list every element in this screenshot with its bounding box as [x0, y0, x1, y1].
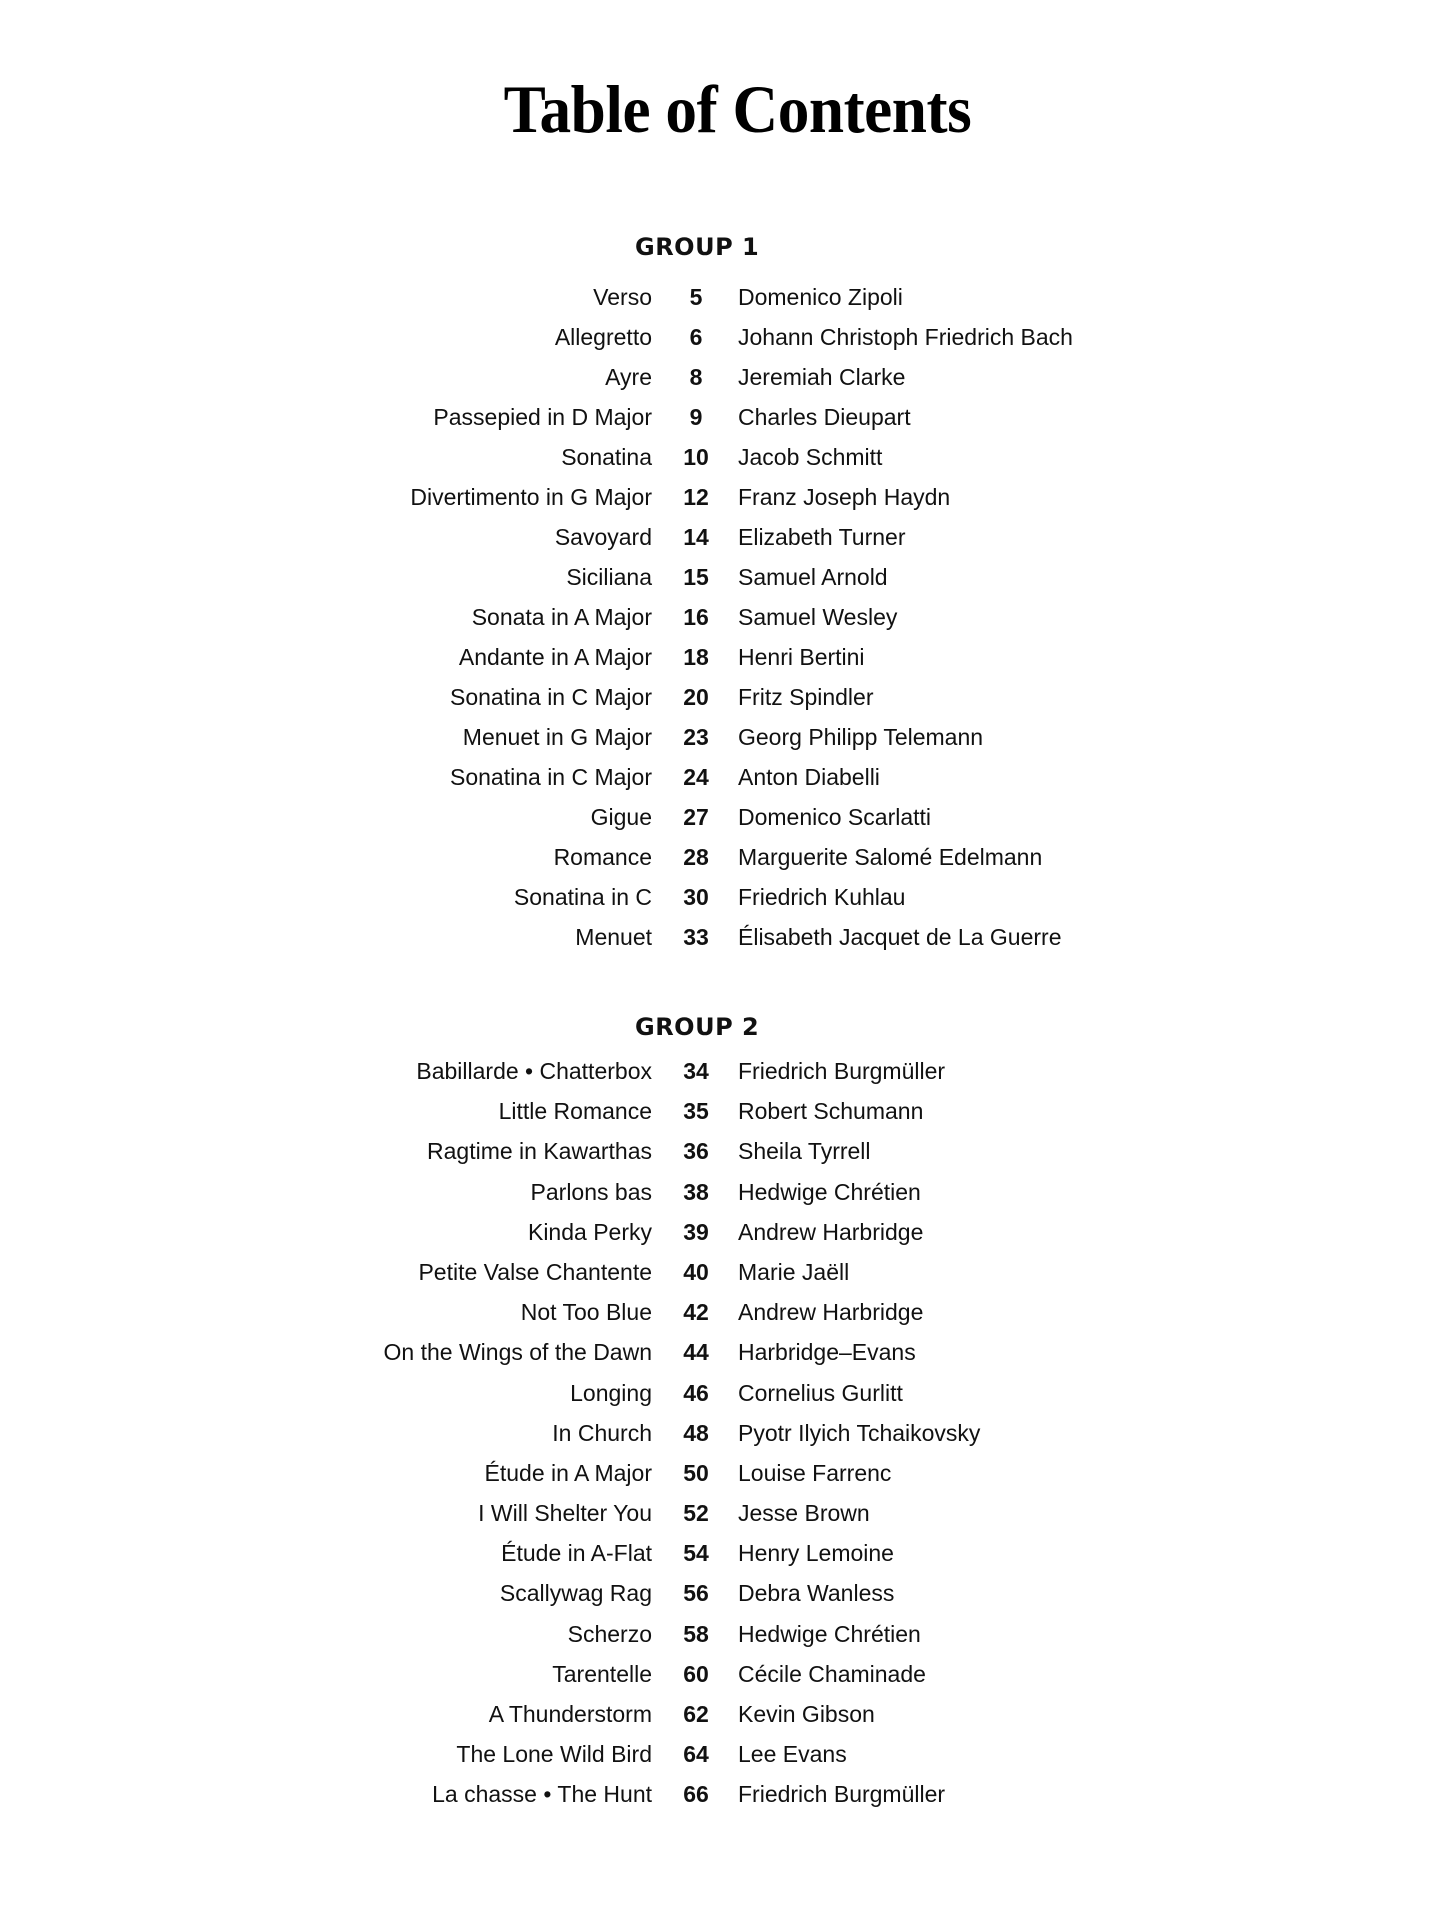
toc-entry[interactable] [0, 1453, 1445, 1493]
toc-entry[interactable] [0, 1734, 1445, 1774]
group-heading: GROUP 1 [635, 233, 760, 261]
piece-title: In Church [552, 1419, 652, 1446]
piece-title: Babillarde • Chatterbox [416, 1058, 652, 1084]
toc-entry[interactable] [0, 717, 1445, 757]
group-heading: GROUP 2 [635, 1013, 760, 1041]
toc-entry[interactable] [0, 1292, 1445, 1332]
composer-name: Fritz Spindler [738, 684, 874, 710]
composer-name: Marguerite Salomé Edelmann [738, 844, 1043, 870]
composer-name: Jacob Schmitt [738, 444, 883, 470]
toc-entry[interactable] [0, 1694, 1445, 1734]
toc-entry[interactable] [0, 1172, 1445, 1212]
piece-title: Sonatina in C Major [450, 684, 652, 710]
toc-entry[interactable] [0, 1654, 1445, 1694]
composer-name: Franz Joseph Haydn [738, 484, 951, 510]
composer-name: Friedrich Burgmüller [738, 1058, 946, 1084]
piece-title: Andante in A Major [458, 644, 652, 670]
page-number: 18 [683, 644, 709, 670]
composer-name: Debra Wanless [738, 1580, 895, 1607]
toc-entry[interactable] [0, 597, 1445, 637]
page-number: 27 [683, 804, 709, 830]
composer-name: Jeremiah Clarke [738, 364, 906, 390]
page-number: 54 [683, 1540, 709, 1567]
composer-name: Sheila Tyrrell [738, 1138, 871, 1165]
page-number: 24 [683, 764, 709, 790]
composer-name: Andrew Harbridge [738, 1299, 924, 1326]
piece-title: Kinda Perky [527, 1218, 652, 1245]
composer-name: Samuel Arnold [738, 564, 888, 590]
toc-entry[interactable] [0, 557, 1445, 597]
piece-title: Allegretto [554, 324, 652, 350]
composer-name: Charles Dieupart [738, 404, 911, 430]
toc-entry[interactable] [0, 1774, 1445, 1814]
page-number: 58 [683, 1620, 709, 1647]
composer-name: Henry Lemoine [738, 1540, 894, 1567]
toc-entry[interactable] [0, 837, 1445, 877]
piece-title: Étude in A-Flat [501, 1540, 652, 1567]
piece-title: Étude in A Major [484, 1459, 652, 1486]
piece-title: Tarentelle [552, 1660, 652, 1687]
piece-title: Ragtime in Kawarthas [427, 1138, 652, 1165]
toc-entry[interactable] [0, 317, 1445, 357]
composer-name: Élisabeth Jacquet de La Guerre [738, 924, 1062, 950]
piece-title: Sonatina in C Major [450, 764, 652, 790]
page-number: 10 [683, 444, 709, 470]
toc-list-group-1 [0, 277, 1445, 957]
toc-entry[interactable] [0, 1493, 1445, 1533]
piece-title: Scherzo [567, 1620, 652, 1647]
composer-name: Jesse Brown [738, 1500, 870, 1527]
page-number: 48 [683, 1419, 709, 1446]
piece-title: Gigue [590, 804, 652, 830]
composer-name: Hedwige Chrétien [738, 1620, 921, 1647]
composer-name: Robert Schumann [738, 1098, 924, 1125]
composer-name: Domenico Zipoli [738, 284, 903, 310]
toc-entry[interactable] [0, 1332, 1445, 1372]
piece-title: The Lone Wild Bird [456, 1741, 652, 1768]
page-number: 40 [683, 1258, 709, 1285]
page-number: 9 [689, 404, 703, 430]
composer-name: Harbridge–Evans [738, 1339, 916, 1366]
toc-entry[interactable] [0, 1614, 1445, 1654]
piece-title: Romance [553, 844, 652, 870]
piece-title: I Will Shelter You [478, 1500, 652, 1527]
composer-name: Pyotr Ilyich Tchaikovsky [738, 1419, 981, 1446]
page-number: 34 [683, 1058, 709, 1084]
page-number: 50 [683, 1459, 709, 1486]
toc-entry[interactable] [0, 1131, 1445, 1171]
piece-title: Petite Valse Chantente [418, 1258, 652, 1285]
page-number: 23 [683, 724, 709, 750]
composer-name: Samuel Wesley [738, 604, 898, 630]
toc-entry[interactable] [0, 1533, 1445, 1573]
toc-list-group-2 [0, 1051, 1445, 1815]
page-number: 66 [683, 1781, 709, 1808]
toc-entry[interactable] [0, 677, 1445, 717]
page-number: 42 [683, 1299, 709, 1326]
piece-title: Sonata in A Major [471, 604, 652, 630]
page-number: 35 [683, 1098, 709, 1125]
toc-entry[interactable] [0, 437, 1445, 477]
composer-name: Anton Diabelli [738, 764, 880, 790]
page-number: 46 [683, 1379, 709, 1406]
page-number: 38 [683, 1178, 709, 1205]
composer-name: Cornelius Gurlitt [738, 1379, 903, 1406]
composer-name: Domenico Scarlatti [738, 804, 932, 830]
page-number: 64 [683, 1741, 709, 1768]
piece-title: Divertimento in G Major [410, 484, 652, 510]
piece-title: Menuet [575, 924, 652, 950]
composer-name: Kevin Gibson [738, 1701, 875, 1727]
toc-entry[interactable] [0, 917, 1445, 957]
toc-entry[interactable] [0, 637, 1445, 677]
page-number: 60 [683, 1660, 709, 1687]
piece-title: Verso [593, 284, 652, 310]
toc-entry[interactable] [0, 1413, 1445, 1453]
page-number: 8 [689, 364, 703, 390]
toc-entry[interactable] [0, 1091, 1445, 1131]
page-number: 36 [683, 1138, 709, 1165]
page-number: 14 [683, 524, 709, 550]
page-title [0, 69, 1445, 149]
piece-title: Not Too Blue [520, 1299, 652, 1326]
piece-title: La chasse • The Hunt [432, 1781, 652, 1808]
composer-name: Cécile Chaminade [738, 1660, 926, 1687]
composer-name: Lee Evans [738, 1741, 847, 1768]
toc-entry[interactable] [0, 397, 1445, 437]
page-number: 6 [689, 324, 703, 350]
page-number: 33 [683, 924, 709, 950]
piece-title: On the Wings of the Dawn [383, 1339, 652, 1366]
toc-entry[interactable] [0, 757, 1445, 797]
page-number: 28 [683, 844, 709, 870]
piece-title: Little Romance [498, 1098, 652, 1125]
piece-title: Menuet in G Major [462, 724, 652, 750]
composer-name: Hedwige Chrétien [738, 1178, 921, 1205]
composer-name: Elizabeth Turner [738, 524, 906, 550]
page-number: 15 [683, 564, 709, 590]
composer-name: Henri Bertini [738, 644, 865, 670]
toc-entry[interactable] [0, 1373, 1445, 1413]
composer-name: Marie Jaëll [738, 1258, 850, 1285]
toc-entry[interactable] [0, 277, 1445, 317]
piece-title: Ayre [605, 364, 652, 390]
toc-entry[interactable] [0, 1252, 1445, 1292]
piece-title: A Thunderstorm [488, 1701, 652, 1727]
page-number: 16 [683, 604, 709, 630]
piece-title: Passepied in D Major [433, 404, 652, 430]
composer-name: Louise Farrenc [738, 1459, 892, 1486]
page-number: 62 [683, 1701, 709, 1727]
piece-title: Siciliana [566, 564, 652, 590]
composer-name: Friedrich Burgmüller [738, 1781, 946, 1808]
toc-entry[interactable] [0, 517, 1445, 557]
page-number: 56 [683, 1580, 709, 1607]
toc-entry[interactable] [0, 797, 1445, 837]
page-number: 5 [689, 284, 703, 310]
composer-name: Andrew Harbridge [738, 1218, 924, 1245]
toc-entry[interactable] [0, 1051, 1445, 1091]
toc-entry[interactable] [0, 877, 1445, 917]
piece-title: Scallywag Rag [499, 1580, 652, 1607]
piece-title: Longing [570, 1379, 652, 1406]
toc-entry[interactable] [0, 357, 1445, 397]
composer-name: Johann Christoph Friedrich Bach [738, 324, 1073, 350]
page-title-text: Table of Contents [503, 71, 972, 147]
page-number: 39 [683, 1218, 709, 1245]
piece-title: Savoyard [554, 524, 652, 550]
page-number: 44 [683, 1339, 709, 1366]
page-number: 30 [683, 884, 709, 910]
page-number: 52 [683, 1500, 709, 1527]
page-number: 12 [683, 484, 709, 510]
toc-entry[interactable] [0, 1212, 1445, 1252]
piece-title: Sonatina in C [513, 884, 652, 910]
piece-title: Parlons bas [530, 1178, 652, 1205]
toc-entry[interactable] [0, 1573, 1445, 1613]
page-number: 20 [683, 684, 709, 710]
toc-entry[interactable] [0, 477, 1445, 517]
piece-title: Sonatina [561, 444, 652, 470]
composer-name: Georg Philipp Telemann [738, 724, 984, 750]
composer-name: Friedrich Kuhlau [738, 884, 906, 910]
